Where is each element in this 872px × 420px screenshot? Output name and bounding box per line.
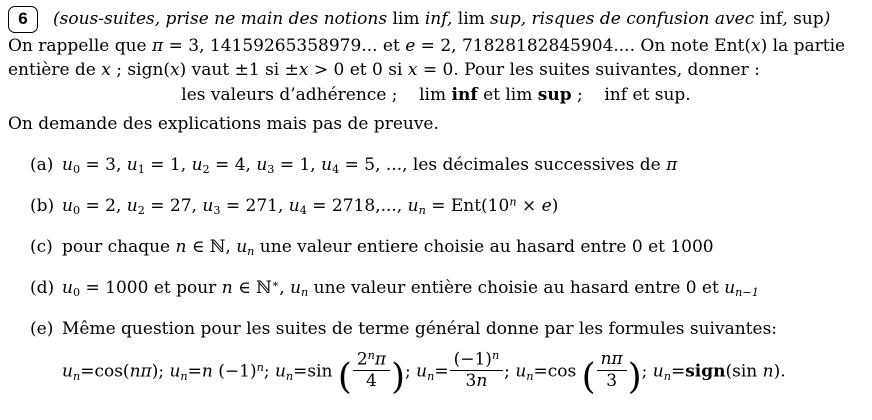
item-label: (c)	[30, 236, 53, 257]
item-b	[8, 194, 864, 219]
intro-line-1: On rappelle que π = 3, 14159265358979... et e = 2, 71828182845904.... On note Ent(x) la partie	[8, 36, 846, 56]
item-label: (b)	[30, 195, 55, 216]
item-label: (a)	[30, 154, 54, 175]
item-content: $u_0 = 1000$ et pour n ∈ ℕ∗, $u_n$ une valeur entière choisie au hasard entre 0 et $u_{n-1}$	[62, 277, 759, 299]
item-c	[8, 235, 864, 260]
item-content: pour chaque n ∈ ℕ, $u_n$ une valeur entiere choisie au hasard entre 0 et 1000	[62, 236, 714, 258]
summary-line: les valeurs d’adhérence ; lim inf et lim sup ; inf et sup.	[181, 85, 691, 106]
formula-line: $u_n=\cos(n\pi)$; $u_n=n$ $(-1)^n$; $u_n=\sin$ ( $\frac{2^n\pi}{4}$ ); $u_n=$ $\frac{(-1)^n}{3n}$ ; $u_n=\cos$ ( $\frac{n\pi}{3}$ ); $u_n=sign(\sin$ n).	[62, 348, 786, 398]
note-line: On demande des explications mais pas de preuve.	[8, 114, 439, 135]
item-e	[8, 317, 864, 341]
item-content: $u_0 = 3$, $u_1 = 1$, $u_2 = 4$, $u_3 = 1$, $u_4 = 5$, ..., les décimales successives de π	[62, 154, 678, 176]
item-a	[8, 153, 864, 178]
item-label: (e)	[30, 318, 54, 339]
item-content: $u_0 = 2$, $u_2 = 27$, $u_3 = 271$, $u_4 = 2718$,..., $u_n = Ent(10^n \times e)$	[62, 194, 559, 217]
exercise-subtitle: (sous-suites, prise ne main des notions lim inf, lim sup, risques de confusion avec inf, sup)	[53, 9, 831, 29]
item-content: Même question pour les suites de terme général donne par les formules suivantes:	[62, 318, 778, 339]
item-list	[8, 153, 864, 341]
item-label: (d)	[30, 277, 55, 298]
exercise-header	[8, 5, 864, 33]
item-d	[8, 276, 864, 301]
exercise-number: 6	[18, 9, 28, 29]
exercise-number-box	[8, 6, 38, 33]
intro-line-2: entière de x ; sign(x) vaut ±1 si ±x > 0 et 0 si x = 0. Pour les suites suivantes, donner :	[8, 60, 760, 81]
